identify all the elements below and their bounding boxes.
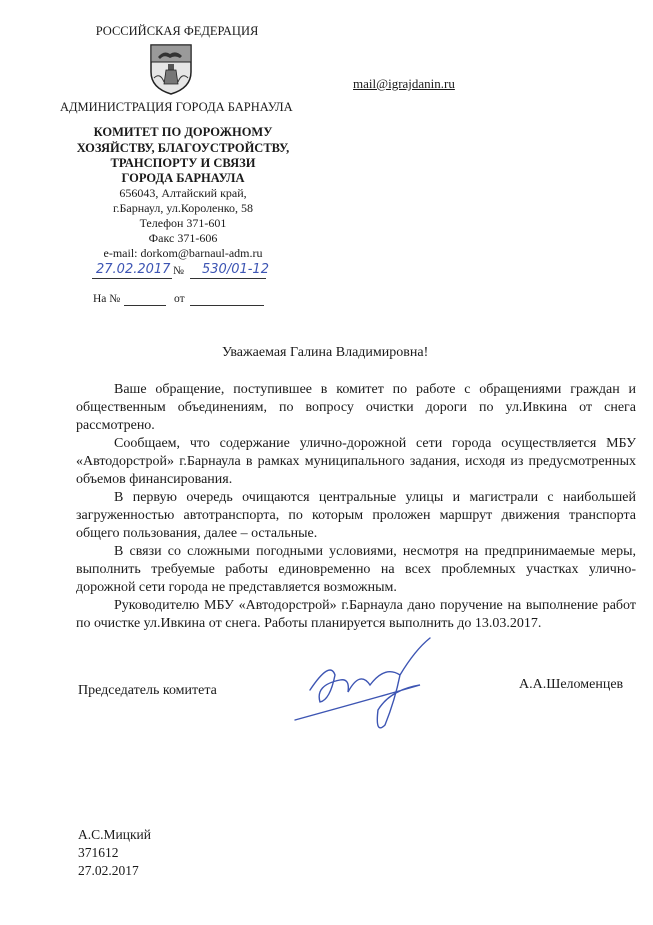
date-underline — [92, 278, 172, 279]
executor-date: 27.02.2017 — [78, 863, 139, 878]
paragraph: В первую очередь очищаются центральные улицы и магистрали с наибольшей загруженностью автотранспорта, по которым проложен маршрут движения транспорта общего пользования, далее – остальные. — [76, 490, 636, 541]
fax-line: Факс 371-606 — [148, 231, 218, 245]
recipient-email: mail@igrajdanin.ru — [353, 76, 455, 91]
committee-line-1: КОМИТЕТ ПО ДОРОЖНОМУ — [93, 125, 273, 139]
barnaul-coat-of-arms-icon — [148, 42, 194, 96]
committee-line-3: ТРАНСПОРТУ И СВЯЗИ — [110, 156, 256, 170]
ref-number-label: На № — [93, 293, 121, 305]
number-sign: № — [173, 265, 184, 277]
committee-line-2: ХОЗЯЙСТВУ, БЛАГОУСТРОЙСТВУ, — [76, 141, 290, 155]
paragraph: Ваше обращение, поступившее в комитет по работе с обращениями граждан и общественным объединениям, по вопросу очистки дороги по ул.Ивкина от снега рассмотрено. — [76, 382, 636, 433]
ref-date-field — [190, 305, 264, 306]
registration-number: 530/01-12 — [202, 262, 269, 277]
signer-name: А.А.Шеломенцев — [519, 677, 624, 692]
executor-phone: 371612 — [78, 845, 119, 860]
country-title: РОССИЙСКАЯ ФЕДЕРАЦИЯ — [95, 24, 259, 38]
address-line: 656043, Алтайский край, — [119, 186, 247, 200]
executor-name: А.С.Мицкий — [78, 827, 151, 842]
handwritten-signature — [290, 630, 450, 740]
number-underline — [190, 278, 266, 279]
letter-body — [76, 381, 636, 633]
paragraph: Сообщаем, что содержание улично-дорожной сети города осуществляется МБУ «Автодорстрой» г.Барнаула в рамках муниципального задания, исходя из предусмотренных объемов финансирования. — [76, 436, 636, 487]
ref-number-field — [124, 305, 166, 306]
paragraph: Руководителю МБУ «Автодорстрой» г.Барнаула дано поручение на выполнение работ по очистке ул.Ивкина от снега. Работы планируется выполнить до 13.03.2017. — [76, 598, 636, 631]
signer-position: Председатель комитета — [78, 683, 217, 698]
committee-line-4: ГОРОДА БАРНАУЛА — [121, 171, 245, 185]
address-line: г.Барнаул, ул.Короленко, 58 — [112, 201, 254, 215]
ref-from-label: от — [174, 293, 185, 305]
committee-email: e-mail: dorkom@barnaul-adm.ru — [103, 246, 263, 260]
paragraph: В связи со сложными погодными условиями, несмотря на предпринимаемые меры, выполнить требуемые работы единовременно на всех проблемных участках улично-дорожной сети города не представляется возможным. — [76, 544, 636, 595]
administration-title: АДМИНИСТРАЦИЯ ГОРОДА БАРНАУЛА — [60, 100, 293, 114]
salutation: Уважаемая Галина Владимировна! — [222, 345, 429, 360]
phone-line: Телефон 371-601 — [139, 216, 227, 230]
registration-date: 27.02.2017 — [96, 262, 171, 277]
